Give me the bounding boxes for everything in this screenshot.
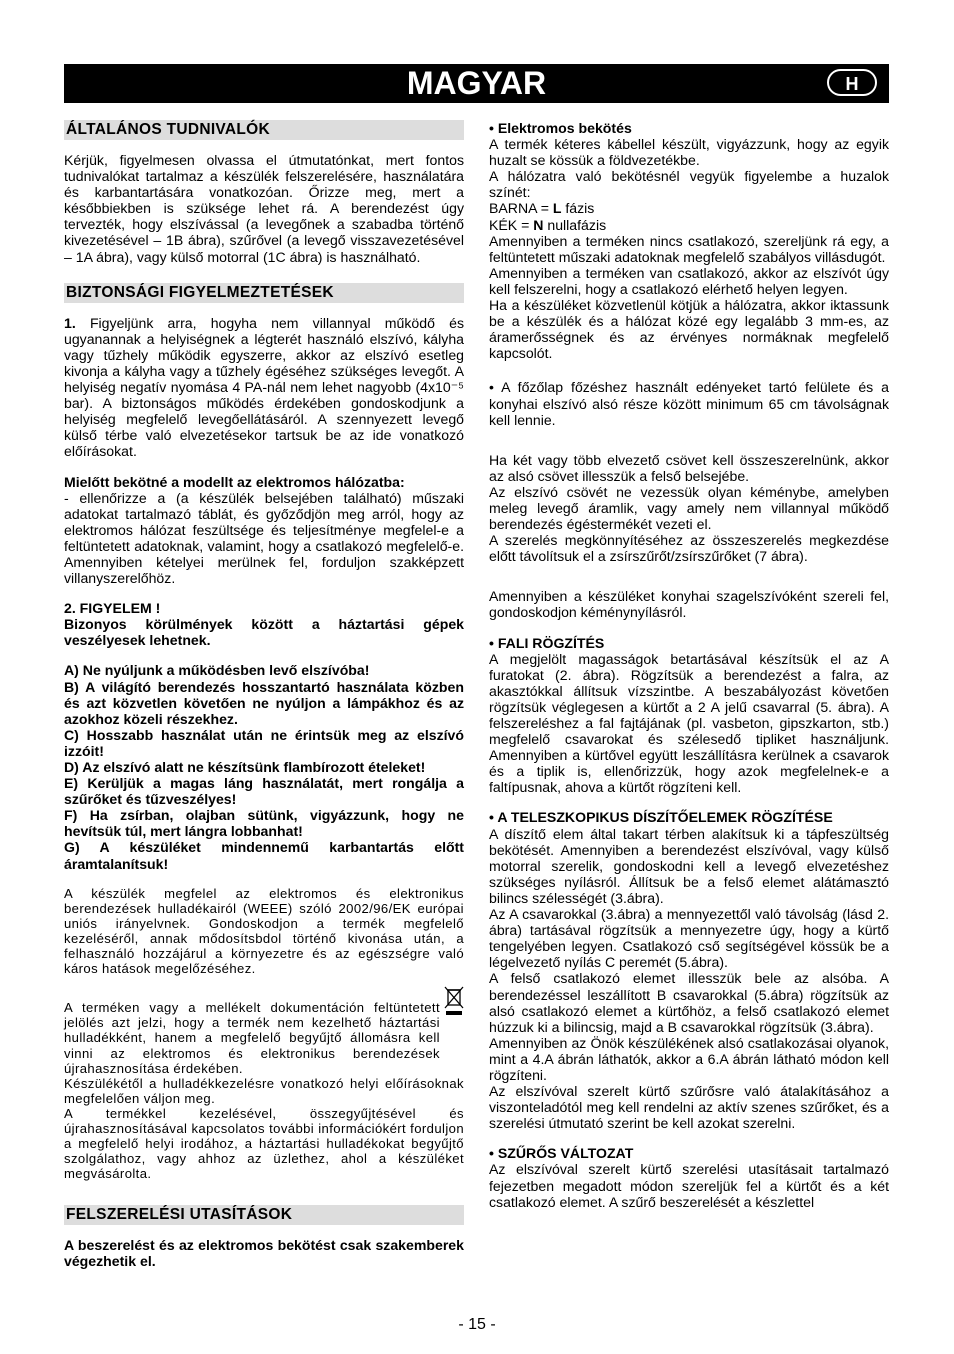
telescopic-text-4: Amennyiben az Önök készülékének alsó csatlakozásai olyanok, mint a 4.A ábrán láthatók, akkor a 6.A ábrán látható módon kell rögzíteni.: [489, 1034, 889, 1083]
safety-point-1-text: Figyeljünk arra, hogyha nem villannyal működő és ugyanannak a helyiségnek a légterét használó elszívó, kályha vagy tűzhely működik egyszerre, akkor az elszívó esetleg kivonja a kályha vagy a tűzhely égéséhez szükséges levegőt. A helyiség negatív nyomása 4 PA-nál nem lehet nagyobb (4x10⁻⁵ bar). A biztonságos működés érdekében gondoskodjunk a helyiség megfelelő levegőellátásáról. A szennyezett levegő külső térbe való elvezetésekor tartsuk be az ide vonatkozó előírásokat.: [64, 314, 464, 460]
duct-text-3: A szerelés megkönnyítéséhez az összeszerelés megkezdése előtt távolítsuk el a zsírszűrőt/zsírszűrőket (7 ábra).: [489, 532, 889, 565]
warning-a: A) Ne nyúljunk a működésben levő elszívóba!: [64, 662, 370, 679]
crossed-bin-icon: [444, 986, 464, 1016]
weee-disposal-text: Készülékétől a hulladékkezelésre vonatkozó helyi előírásoknak megfelelően váljon meg.: [64, 1075, 464, 1106]
wire-brown-label: BARNA =: [489, 200, 553, 217]
point-number: 1.: [64, 314, 76, 331]
wire-brown: [489, 200, 889, 216]
connection-text: - ellenőrizze a (a készülék belsejében található) műszaki adatokat tartalmazó táblát, és győződjön meg arról, hogy az elektromos hálózat feszültsége és teljesítménye megfelel-e a feltüntetett adatoknak, valamint, hogy a csatlakozó megfelelő-e. Amennyiben kételyei merülnek fel, forduljon szakképzett villanyszerelőhöz.: [64, 489, 464, 587]
installation-note: A beszerelést és az elektromos bekötést csak szakemberek végezhetik el.: [64, 1237, 464, 1270]
electrical-text-4: Amennyiben a terméken van csatlakozó, akkor az elszívót úgy kell felszerelni, hogy a csatlakozó elérhető helyen legyen.: [489, 264, 889, 297]
warning-b: B) A világító berendezés hosszantartó használata közben és azt közvetlen követően ne nyúljon a lámpákhoz és az azokhoz közeli részekhez.: [64, 678, 464, 727]
general-info-text: Kérjük, figyelmesen olvassa el útmutatónkat, mert fontos tudnivalókat tartalmaz a készülék felszerelésére, használatára és karbantartására vonatkozóan. Őrizze meg, mert a későbbiekben is szüksége lehet rá. A berendezést úgy tervezték, hogy elszívással (a levegőnek a szabadba történő kivezetésével – 1B ábra), szűrővel (a levegő visszavezetésével – 1A ábra), vagy külső motorral (1C ábra) is használható.: [64, 152, 464, 265]
section-heading-installation: FELSZERELÉSI UTASÍTÁSOK: [64, 1205, 464, 1225]
telescopic-text-1: A díszítő elem által takart térben alakítsuk ki a tápfeszültség bekötését. Amennyiben a berendezést elszívóval, vagy külső motorral szerelik, gondoskodni kell a levegő elvezetéshez szükséges nyílásról. Állítsuk be a felső elemet alátámasztó bilincs szélességét (3.ábra).: [489, 825, 889, 906]
filter-version-heading: • SZŰRŐS VÁLTOZAT: [489, 1145, 634, 1162]
filter-version-text: Az elszívóval szerelt kürtő szerelési utasításait tartalmazó fejezetben megadott módon szereljük fel a kürtőt és a két csatlakozó elemet. A szűrő beszerelését a készlettel: [489, 1161, 889, 1210]
wire-blue-label: KÉK =: [489, 216, 534, 233]
right-column: [489, 120, 889, 1210]
warning-e: E) Kerüljük a magas láng használatát, mert rongálja a szűrőket és tűzveszélyes!: [64, 775, 464, 808]
safety-point-1: [64, 315, 464, 460]
weee-directive-text: A készülék megfelel az elektromos és elektronikus berendezések hulladékairól (WEEE) szóló 2002/96/EK európai uniós irányelvnek. Gondoskodjon a termék megfelelő kezeléséről, annak mődosítsbdol történő kivonása után, a felhasználó hozzájárul a környezetre és az egészségre való káros hatások megelőzéséhez.: [64, 885, 464, 977]
electrical-text-1: A termék kéteres kábellel készült, vigyázzunk, hogy az egyik huzalt se kössük a földvezetékbe.: [489, 136, 889, 169]
language-badge: H: [827, 69, 877, 96]
weee-marking-text: A terméken vagy a mellékelt dokumentáción feltüntetett jelölés azt jelzi, hogy a termék nem kezelhető háztartási hulladékként, hanem a megfelelő begyűjtő állomásra kell vinni az elektromos és elektronikus berendezések újrahasznosítása érdekében.: [64, 1000, 440, 1076]
wall-mount-heading: • FALI RÖGZÍTÉS: [489, 634, 605, 651]
attention-heading: 2. FIGYELEM !: [64, 600, 161, 617]
telescopic-text-5: Az elszívóval szerelt kürtő szűrősre való átalakításához a viszonteladótól meg kell rendelni az aktív szenes szűrőket, és a szerelési útmutató szerint be kell azokat szerelni.: [489, 1083, 889, 1132]
electrical-text-5: Ha a készüléket közvetlenül kötjük a hálózatra, akkor iktassunk be a készülék és a hálózat közé egy legalább 3 mm-es, az áramerősségnek és az érvényes normáknak megfelelő kapcsolót.: [489, 297, 889, 362]
warning-c: C) Hosszabb használat után ne érintsük meg az elszívó izzóit!: [64, 726, 464, 759]
electrical-heading: • Elektromos bekötés: [489, 120, 632, 136]
wire-brown-desc: fázis: [561, 200, 595, 217]
telescopic-text-2: Az A csavarokkal (3.ábra) a mennyezettől való távolság (lásd 2. ábra) tartásával rögzítsük a mennyezetre úgy, hogy a kürtő tengelyében legyen. Csatlakozó cső segítségével kössük be a légelvezető nyílás C peremét (5.ábra).: [489, 906, 889, 971]
connection-heading: Mielőtt bekötné a modellt az elektromos hálózatba:: [64, 473, 405, 490]
wire-blue: [489, 217, 889, 233]
wire-blue-desc: nullafázis: [543, 216, 607, 233]
wall-mount-text: A megjelölt magasságok betartásával készítsük el az A furatokat (2. ábra). Rögzítsük a berendezést a falra, az akasztókkal állítsuk vízszintbe. A beszabályozást követően rögzítsük véglegesen a kürtőt a 2 A jelű csavarral (5. ábra). A felszereléshez a fal fajtájának (pl. vasbeton, gipszkarton, stb.) megfelelő csavarokat és szélesedő tipliket használjunk. Amennyiben a kürtővel együtt leszállításra kerülnek a csavarok és a tiplik is, ellenőrizzük, hogy azok megfelelnek-e a faltípusnak, ahova a kürtőt rögzíteni kell.: [489, 650, 889, 796]
warning-f: F) Ha zsírban, olajban sütünk, vigyázzunk, hogy ne hevítsük túl, mert lángra lobbanhat!: [64, 807, 464, 840]
section-heading-safety: BIZTONSÁGI FIGYELMEZTETÉSEK: [64, 283, 464, 303]
weee-info-text: A termékkel kezelésével, összegyűjtésével és újrahasznosításával kapcsolatos további információkért forduljon a megfelelő helyi irodához, a háztartási hulladékokat begyűjtő szolgálathoz, vagy ahhoz az üzlethez, ahol a készüléket megvásárolta.: [64, 1105, 464, 1182]
telescopic-text-3: A felső csatlakozó elemet illesszük bele az alsóba. A berendezéssel leszállított B csavarokkal (5.ábra) rögzítsük az alsó csatlakozó elemet a kürtőhöz, a felső csatlakozó elemet húzzuk ki a bilincsig, majd a B csavarokkal rögzítsük (3.ábra).: [489, 970, 889, 1035]
warning-d: D) Az elszívó alatt ne készítsünk flambírozott ételeket!: [64, 759, 426, 775]
attention-text: Bizonyos körülmények között a háztartási gépek veszélyesek lehetnek.: [64, 616, 464, 649]
chimney-text: Amennyiben a készüléket konyhai szagelszívóként szereli fel, gondoskodjon kéménynyílásról.: [489, 588, 889, 621]
wire-blue-code: N: [533, 216, 544, 233]
page-number: - 15 -: [458, 1316, 496, 1333]
duct-text-2: Az elszívó csövét ne vezessük olyan kéménybe, amelyben meleg levegő áramlik, vagy amely nem villannyal működő berendezés égéstermékét vezeti el.: [489, 483, 889, 533]
wire-brown-code: L: [552, 200, 562, 217]
weee-block: [64, 1000, 464, 1075]
duct-text-1: Ha két vagy több elvezető csövet kell összeszerelnünk, akkor az alsó csövet illesszük a felső belsejébe.: [489, 451, 889, 484]
electrical-text-3: Amennyiben a terméken nincs csatlakozó, szereljünk rá egy, a feltüntetett műszaki adatoknak megfelelő szabályos villásdugót.: [489, 232, 889, 265]
electrical-text-2: A hálózatra való bekötésnél vegyük figyelembe a huzalok színét:: [489, 168, 889, 201]
warning-g: G) A készüléket mindennemű karbantartás előtt áramtalanítsuk!: [64, 839, 464, 872]
telescopic-heading: • A TELESZKOPIKUS DÍSZÍTŐELEMEK RÖGZÍTÉSE: [489, 809, 833, 826]
hob-distance-text: • A főzőlap főzéshez használt edényeket tartó felülete és a konyhai elszívó alsó része között minimum 65 cm távolságnak kell lennie.: [489, 379, 889, 428]
page-title: MAGYAR: [406, 65, 547, 101]
section-heading-general: ÁLTALÁNOS TUDNIVALÓK: [64, 120, 464, 140]
header-banner: [64, 64, 889, 103]
left-column: [64, 120, 464, 1270]
